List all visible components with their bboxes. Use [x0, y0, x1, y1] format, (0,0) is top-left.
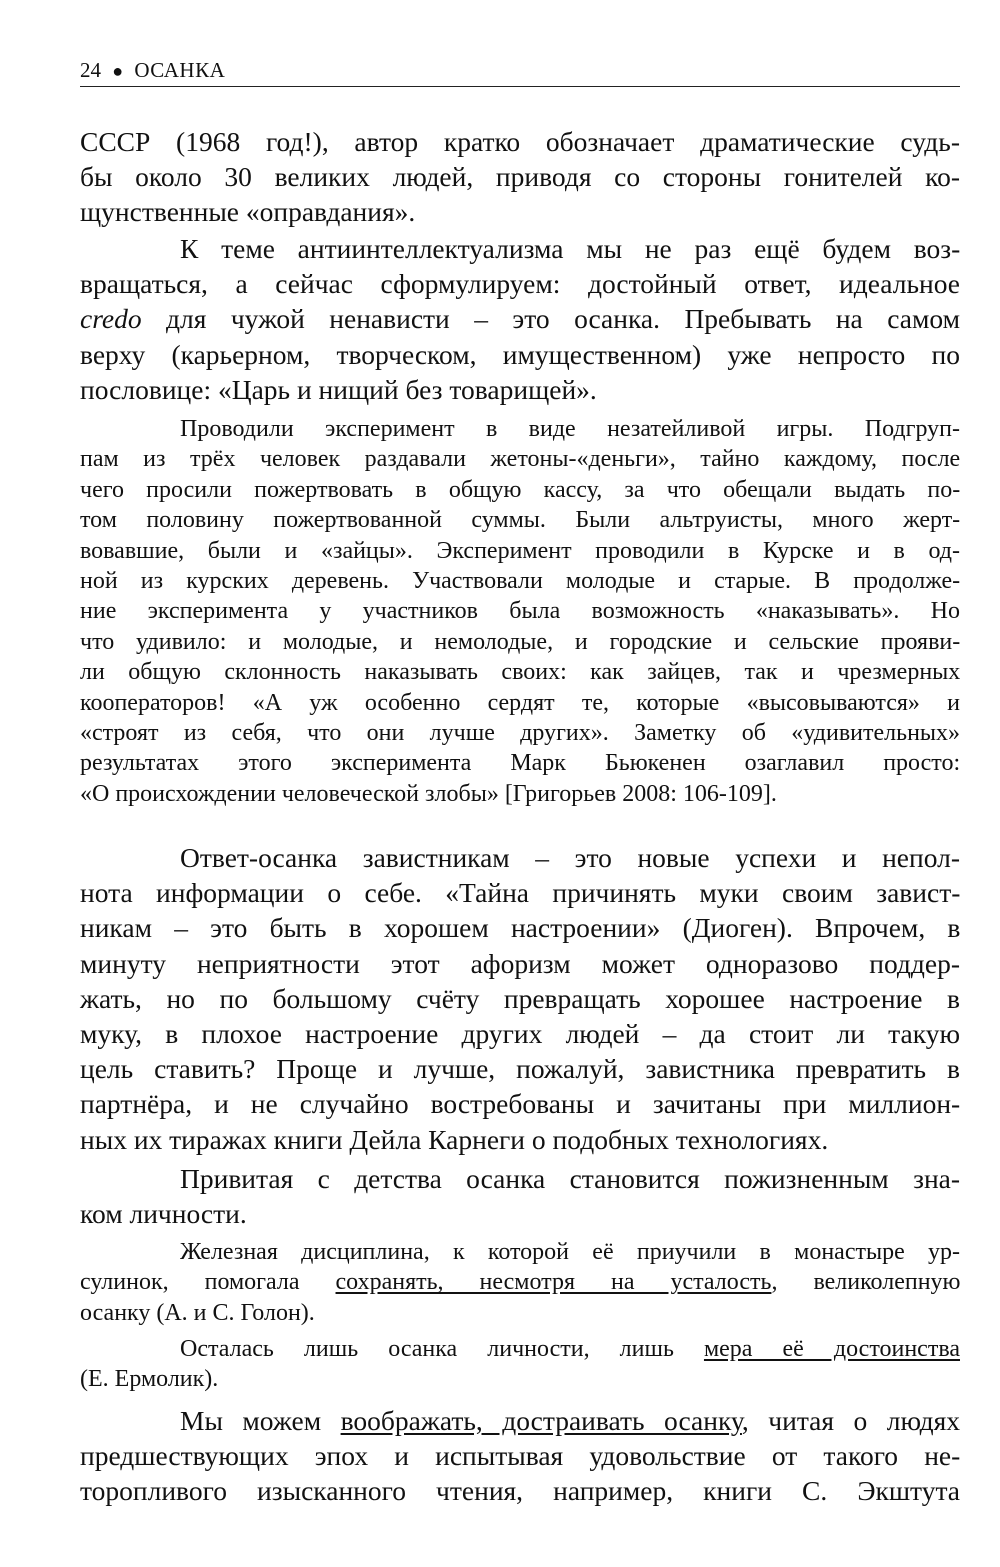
page-header: [80, 58, 960, 87]
paragraph-3-small-print: [80, 414, 960, 809]
paragraph-5: [80, 1161, 960, 1231]
text-span: сулинок, помогала: [80, 1269, 336, 1296]
text-line: ной из курских деревень. Участвовали молодые и старые. В продолже-: [80, 568, 961, 595]
text-line: вовавшие, были и «зайцы». Эксперимент проводили в Курске и в од-: [80, 537, 960, 564]
text-line: [80, 1334, 960, 1364]
text-line: К теме антиинтеллектуализма мы не раз ещё будем воз-: [180, 233, 961, 264]
paragraph-4: [80, 840, 960, 1157]
text-line: Проводили эксперимент в виде незатейливой игры. Подгруп-: [180, 416, 960, 442]
text-line: [80, 301, 960, 336]
page-number: 24: [80, 58, 101, 82]
text-line: бы около 30 великих людей, приводя со стороны гонителей ко-: [80, 161, 960, 193]
text-line: что удивило: и молодые, и немолодые, и городские и сельские прояви-: [80, 628, 961, 655]
text-span: для чужой ненависти – это осанка. Пребывать на самом: [141, 303, 960, 335]
paragraph-6: [80, 1403, 960, 1509]
text-line: торопливого изысканного чтения, например, книги С. Экштута: [80, 1475, 960, 1507]
text-line: вращаться, а сейчас сформулируем: достойный ответ, идеальное: [80, 268, 960, 300]
text-line: «О происхождении человеческой злобы» [Григорьев 2008: 106-109].: [80, 780, 777, 807]
text-line: результатах этого эксперимента Марк Бьюкенен озаглавил просто:: [80, 750, 961, 777]
text-line: Ответ-осанка завистникам – это новые успехи и непол-: [180, 842, 960, 873]
text-span: , читая о людях: [741, 1405, 960, 1436]
text-line: «строят из себя, что они лучше других». Заметку об «удивительных»: [80, 720, 961, 747]
underlined-phrase: мера её достоинства: [703, 1336, 960, 1362]
text-line: пам из трёх человек раздавали жетоны-«деньги», тайно каждому, после: [80, 446, 961, 473]
text-span: Осталась лишь осанка личности, лишь: [180, 1336, 704, 1362]
underlined-phrase: сохранять, несмотря на усталость: [335, 1269, 772, 1296]
text-line: нота информации о себе. «Тайна причинять муки своим завист-: [80, 877, 961, 909]
text-line: никам – это быть в хорошем настроении» (Диоген). Впрочем, в: [80, 912, 961, 944]
text-line: чего просили пожертвовать в общую кассу, за что обещали выдать по-: [80, 476, 961, 503]
text-line: жать, но по большому счёту превращать хорошее настроение в: [80, 982, 960, 1014]
text-span: Мы можем: [180, 1405, 341, 1436]
text-line: ных их тиражах книги Дейла Карнеги о подобных технологиях.: [80, 1123, 829, 1155]
paragraph-1: [80, 124, 960, 230]
text-line: пословице: «Царь и нищий без товарищей».: [80, 373, 597, 405]
text-line: том половину пожертвованной суммы. Были альтруисты, много жерт-: [80, 507, 961, 534]
text-line: Привитая с детства осанка становится пожизненным зна-: [180, 1163, 961, 1194]
bullet-icon: ●: [112, 61, 124, 81]
text-line: минуту неприятности этот афоризм может одноразово поддер-: [80, 947, 960, 979]
paragraph-2: [80, 231, 960, 407]
quote-golon: [80, 1237, 960, 1328]
text-line: цель ставить? Проще и лучше, пожалуй, завистника превратить в: [80, 1053, 960, 1085]
text-line: кооператоров! «А уж особенно сердят те, которые «высовываются» и: [80, 689, 960, 716]
text-line: щунственные «оправдания».: [80, 196, 416, 228]
text-line: [80, 1267, 960, 1297]
text-line: муку, в плохое настроение других людей – да стоит ли такую: [80, 1018, 960, 1050]
text-line: [80, 1403, 960, 1438]
text-line: (Е. Ермолик).: [80, 1366, 219, 1393]
text-line: СССР (1968 год!), автор кратко обозначает драматические судь-: [80, 126, 960, 157]
underlined-phrase: воображать, достраивать осанку: [340, 1405, 742, 1436]
running-title: ОСАНКА: [134, 58, 226, 82]
text-span: , великолепную: [771, 1269, 961, 1296]
text-line: Железная дисциплина, к которой её приучили в монастыре ур-: [180, 1239, 960, 1265]
text-line: ли общую склонность наказывать своих: как зайцев, так и чрезмерных: [80, 659, 961, 686]
text-line: верху (карьерном, творческом, имущественном) уже непросто по: [80, 338, 960, 370]
text-line: осанку (А. и С. Голон).: [80, 1299, 315, 1326]
text-line: партнёра, и не случайно востребованы и зачитаны при миллион-: [80, 1088, 961, 1120]
italic-word: credo: [80, 303, 142, 335]
text-line: ние эксперимента у участников была возможность «наказывать». Но: [80, 598, 960, 625]
text-line: предшествующих эпох и испытывая удовольствие от такого не-: [80, 1440, 961, 1472]
quote-ermolik: [80, 1334, 960, 1395]
text-line: ком личности.: [80, 1198, 247, 1230]
